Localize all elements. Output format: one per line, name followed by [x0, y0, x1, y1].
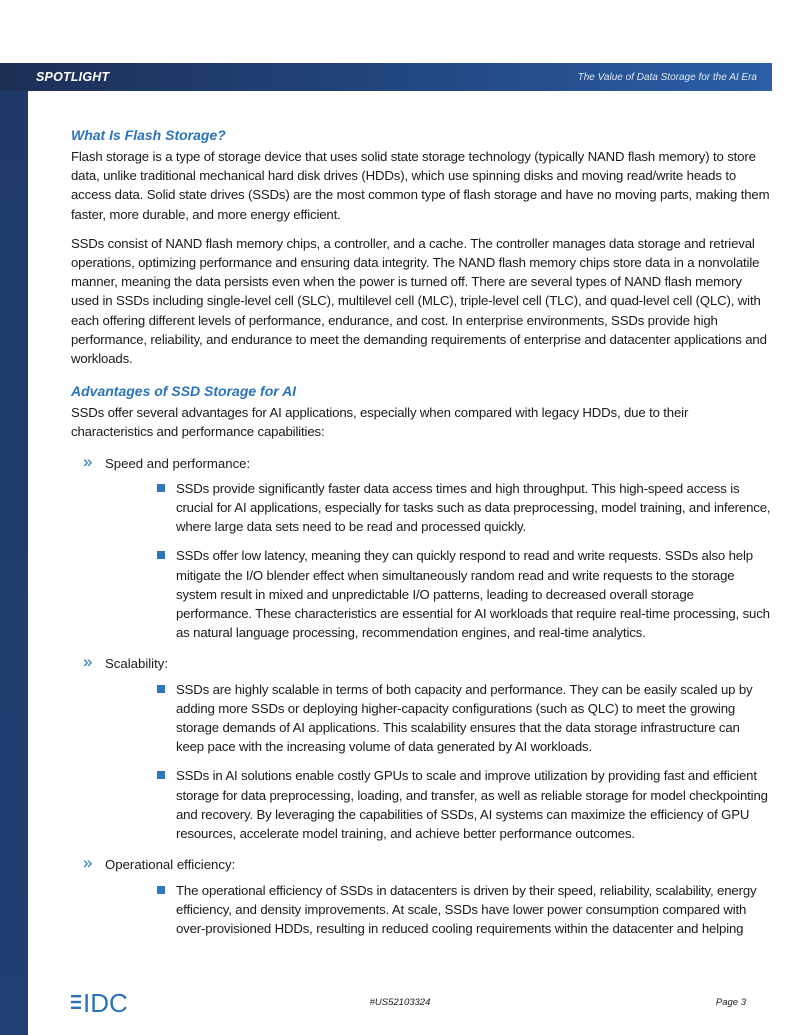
heading-flash-storage: What Is Flash Storage?: [71, 127, 226, 143]
paragraph-flash-definition: Flash storage is a type of storage device that uses solid state storage technology (typically NAND flash memory) to store data, unlike traditional mechanical hard disk drives (HDDs), which use spinning disks and moving read/write heads to access data. Solid state drives (SSDs) are the most common type of flash storage and have no moving parts, making them faster, more durable, and more energy efficient.: [71, 149, 770, 222]
sub-list-text: SSDs are highly scalable in terms of both capacity and performance. They can be easily scaled up by adding more SSDs or deploying higher-capacity configurations (such as QLC) to meet the growing storage demands of AI applications. This scalability ensures that the data storage infrastructure can keep pace with the increasing volume of data generated by AI workloads.: [176, 681, 753, 755]
sub-list-text: SSDs provide significantly faster data access times and high throughput. This high-speed access is crucial for AI applications, especially for tasks such as data preprocessing, model training, and inference, where large data sets need to be read and processed quickly.: [176, 480, 771, 535]
sub-list-item: [176, 479, 771, 537]
square-bullet-icon: [157, 886, 165, 894]
paragraph-advantages-intro: SSDs offer several advantages for AI applications, especially when compared with legacy HDDs, due to their characteristics and performance capabilities:: [71, 405, 689, 440]
chevron-bullet-icon: »: [83, 451, 93, 471]
page-number: Page 3: [715, 997, 746, 1008]
sub-list-text: SSDs offer low latency, meaning they can quickly respond to read and write requests. SSDs also help mitigate the I/O blender effect when simultaneously random read and write requests to the storage system result in mixed and unpredictable I/O patterns, leading to decreased overall storage performance. These characteristics are essential for AI workloads that require real-time processing, such as natural language processing, recommendation engines, and real-time analytics.: [176, 548, 770, 641]
document-title: The Value of Data Storage for the AI Era: [577, 71, 757, 83]
left-accent-bar: [0, 63, 28, 1035]
paragraph-ssd-components: SSDs consist of NAND flash memory chips, a controller, and a cache. The controller manages data storage and retrieval operations, optimizing performance and ensuring data integrity. The NAND flash memory chips store data in a nonvolatile manner, meaning the data persists even when the power is turned off. There are several types of NAND flash memory used in SSDs including single-level cell (SLC), multilevel cell (MLC), triple-level cell (TLC), and quad-level cell (QLC), with each offering different levels of performance, endurance, and cost. In enterprise environments, SSDs provide high performance, reliability, and endurance to meet the demanding requirements of enterprise and datacenter applications and workloads.: [71, 235, 767, 367]
square-bullet-icon: [157, 484, 165, 492]
sub-list-text: The operational efficiency of SSDs in datacenters is driven by their speed, reliability, scalability, energy efficiency, and density improvements. At scale, SSDs have lower power consumption compared with over-provisioned HDDs, resulting in reduced cooling requirements within the datacenter and helping: [176, 882, 757, 936]
sub-list-item: [176, 680, 771, 757]
section-tag: SPOTLIGHT: [36, 70, 110, 84]
document-id: #US52103324: [369, 997, 431, 1008]
main-content: [71, 126, 771, 938]
chevron-bullet-icon: »: [83, 652, 93, 672]
square-bullet-icon: [157, 771, 165, 779]
sub-list-item: [176, 766, 771, 843]
square-bullet-icon: [157, 685, 165, 693]
sub-list-item: [176, 881, 771, 939]
list-item-operational-efficiency: [71, 855, 771, 874]
list-item-speed: [71, 451, 771, 473]
list-item-label: Speed and performance:: [105, 455, 251, 471]
page-header: [0, 63, 772, 91]
square-bullet-icon: [157, 551, 165, 559]
heading-ssd-advantages: Advantages of SSD Storage for AI: [71, 383, 297, 400]
sub-list-text: SSDs in AI solutions enable costly GPUs to scale and improve utilization by providing fast and efficient storage for data preprocessing, loading, and transfer, as well as reliable storage for model checkpointing and recovery. By leveraging the capabilities of SSDs, AI systems can maximize the efficiency of GPU resources, accelerate model training, and achieve better performance outcomes.: [176, 768, 768, 842]
list-item-label: Scalability:: [105, 656, 169, 672]
sub-list-item: [176, 546, 771, 642]
chevron-bullet-icon: »: [83, 853, 93, 873]
list-item-label: Operational efficiency:: [105, 857, 236, 873]
list-item-scalability: [71, 654, 771, 673]
logo-wordmark: IDC: [83, 988, 128, 1017]
